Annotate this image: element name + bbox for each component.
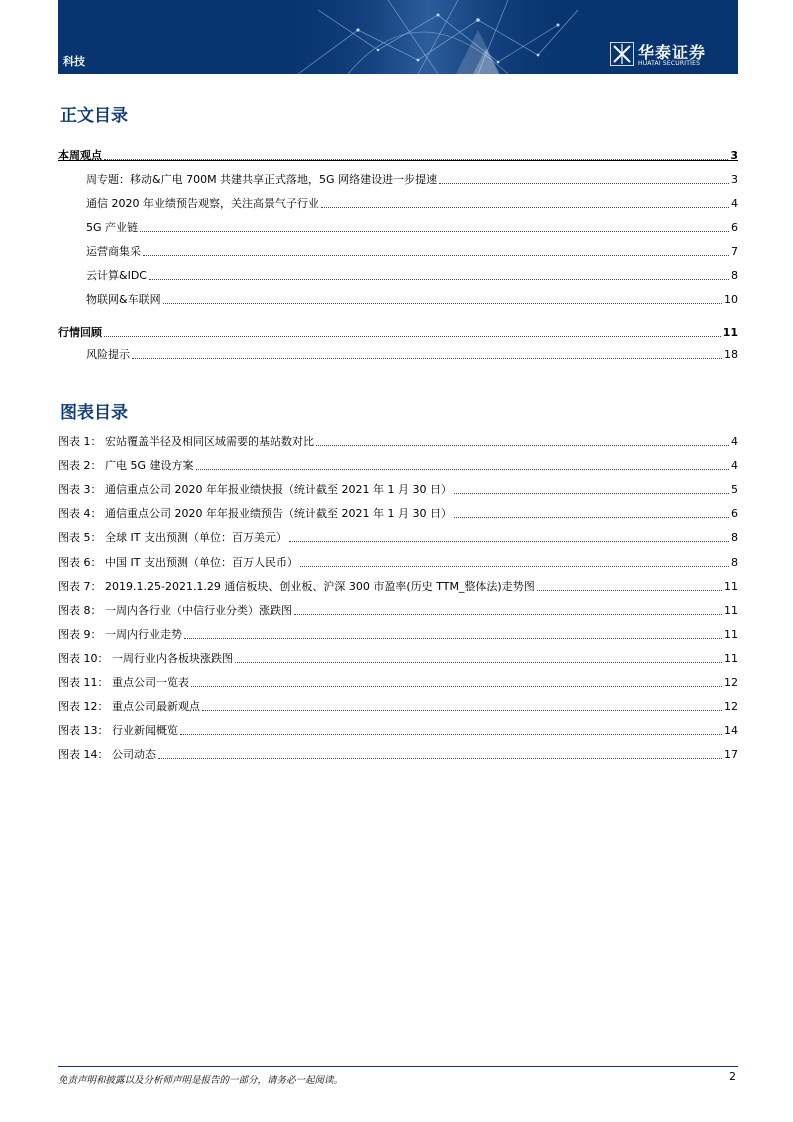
footer-disclaimer: 免责声明和披露以及分析师声明是报告的一部分，请务必一起阅读。 [58,1075,344,1086]
figure-entry-page: 11 [724,651,738,665]
contents-entry-page: 7 [731,245,738,258]
figure-entry[interactable] [58,433,738,449]
figure-entry-label: 图表 12： 重点公司最新观点 [58,700,200,714]
contents-entry-label: 物联网&车联网 [86,293,161,306]
figure-entry-page: 11 [724,627,738,641]
figure-entry-label: 图表 7： 2019.1.25-2021.1.29 通信板块、创业板、沪深 300 市盈率(历史 TTM_整体法)走势图 [58,579,535,593]
figures-heading: 图表目录 [60,403,128,423]
logo-english-name: HUATAI SECURITIES [638,60,701,67]
contents-entry-label: 周专题：移动&广电 700M 共建共享正式落地，5G 网络建设进一步提速 [86,173,438,186]
figure-dot-leader [158,758,722,759]
contents-entry-page: 18 [724,348,738,361]
contents-entry[interactable] [58,324,738,340]
figure-entry[interactable] [58,554,738,570]
contents-dot-leader [132,358,722,359]
contents-entry-label: 本周观点 [58,149,102,162]
contents-entry-label: 风险提示 [86,348,130,361]
sector-label: 科技 [63,55,85,68]
contents-entry-page: 11 [722,326,738,339]
figure-dot-leader [180,734,722,735]
figure-dot-leader [316,445,729,446]
figure-entry-page: 17 [724,748,738,762]
contents-dot-leader [321,207,729,208]
figure-entry[interactable] [58,602,738,618]
contents-dot-leader [149,279,729,280]
logo-chinese-name: 华泰证券 [638,43,707,62]
figure-entry-label: 图表 3： 通信重点公司 2020 年年报业绩快报（统计截至 2021 年 1 月 30 日） [58,483,452,497]
page-number: 2 [729,1070,736,1083]
figure-entry[interactable] [58,650,738,666]
figure-entry-page: 8 [731,555,738,569]
contents-dot-leader [163,303,722,304]
footer-divider [58,1066,738,1067]
figure-entry[interactable] [58,722,738,738]
contents-entry[interactable] [58,147,738,163]
figure-dot-leader [289,541,729,542]
figure-entry-label: 图表 8： 一周内各行业（中信行业分类）涨跌图 [58,603,292,617]
contents-dot-leader [104,159,728,160]
figure-entry-label: 图表 9： 一周内行业走势 [58,627,182,641]
contents-entry-label: 通信 2020 年业绩预告观察，关注高景气子行业 [86,197,319,210]
figure-entry[interactable] [58,529,738,545]
contents-heading: 正文目录 [60,106,128,126]
contents-entry[interactable] [58,243,738,259]
contents-entry-page: 4 [731,197,738,210]
contents-entry-page: 3 [730,149,738,162]
contents-dot-leader [143,255,729,256]
figure-dot-leader [184,638,722,639]
contents-entry-page: 6 [731,221,738,234]
figure-entry[interactable] [58,505,738,521]
contents-entry-label: 5G 产业链 [86,221,139,234]
figure-dot-leader [537,590,722,591]
figure-entry-label: 图表 4： 通信重点公司 2020 年年报业绩预告（统计截至 2021 年 1 月 30 日） [58,507,452,521]
figure-dot-leader [235,662,722,663]
contents-entry-page: 10 [724,293,738,306]
figure-dot-leader [294,614,722,615]
figure-entry-label: 图表 2： 广电 5G 建设方案 [58,459,194,473]
contents-entry[interactable] [58,195,738,211]
figure-entry-label: 图表 14： 公司动态 [58,748,156,762]
figure-entry[interactable] [58,698,738,714]
figure-entry-page: 6 [731,507,738,521]
figure-entry[interactable] [58,626,738,642]
figure-dot-leader [202,710,722,711]
contents-entry-page: 8 [731,269,738,282]
figure-dot-leader [454,517,729,518]
figure-dot-leader [196,469,729,470]
figure-dot-leader [300,566,729,567]
contents-dot-leader [439,183,729,184]
contents-entry-label: 云计算&IDC [86,269,147,282]
figure-entry-label: 图表 6： 中国 IT 支出预测（单位：百万人民币） [58,555,298,569]
contents-entry[interactable] [58,219,738,235]
figure-entry-label: 图表 1： 宏站覆盖半径及相同区域需要的基站数对比 [58,435,314,448]
contents-entry[interactable] [58,267,738,283]
figure-entry-label: 图表 13： 行业新闻概览 [58,724,178,738]
figure-entry-page: 12 [724,676,738,689]
figure-entry-label: 图表 11： 重点公司一览表 [58,676,189,689]
figure-entry-page: 11 [724,603,738,617]
company-logo [610,40,730,70]
figure-entry[interactable] [58,481,738,497]
figure-entry-page: 8 [731,531,738,545]
header-banner [58,0,738,74]
logo-icon [610,42,634,66]
figure-entry-page: 4 [731,459,738,473]
figure-entry[interactable] [58,578,738,594]
contents-entry[interactable] [58,291,738,307]
figure-entry-label: 图表 5： 全球 IT 支出预测（单位：百万美元） [58,531,287,545]
contents-entry-label: 运营商集采 [86,245,141,258]
contents-entry[interactable] [58,346,738,362]
figure-dot-leader [191,686,722,687]
contents-entry[interactable] [58,171,738,187]
contents-dot-leader [140,231,729,232]
contents-dot-leader [104,336,721,337]
figure-entry-page: 12 [724,700,738,714]
contents-entry-label: 行情回顾 [58,326,102,339]
figure-dot-leader [454,493,729,494]
figure-entry[interactable] [58,746,738,762]
figure-entry[interactable] [58,674,738,690]
figure-entry-page: 5 [731,483,738,497]
figure-entry[interactable] [58,457,738,473]
contents-entry-page: 3 [731,173,738,186]
figure-entry-page: 4 [731,435,738,448]
figure-entry-page: 14 [724,724,738,738]
figure-entry-page: 11 [724,579,738,593]
figure-entry-label: 图表 10： 一周行业内各板块涨跌图 [58,651,233,665]
